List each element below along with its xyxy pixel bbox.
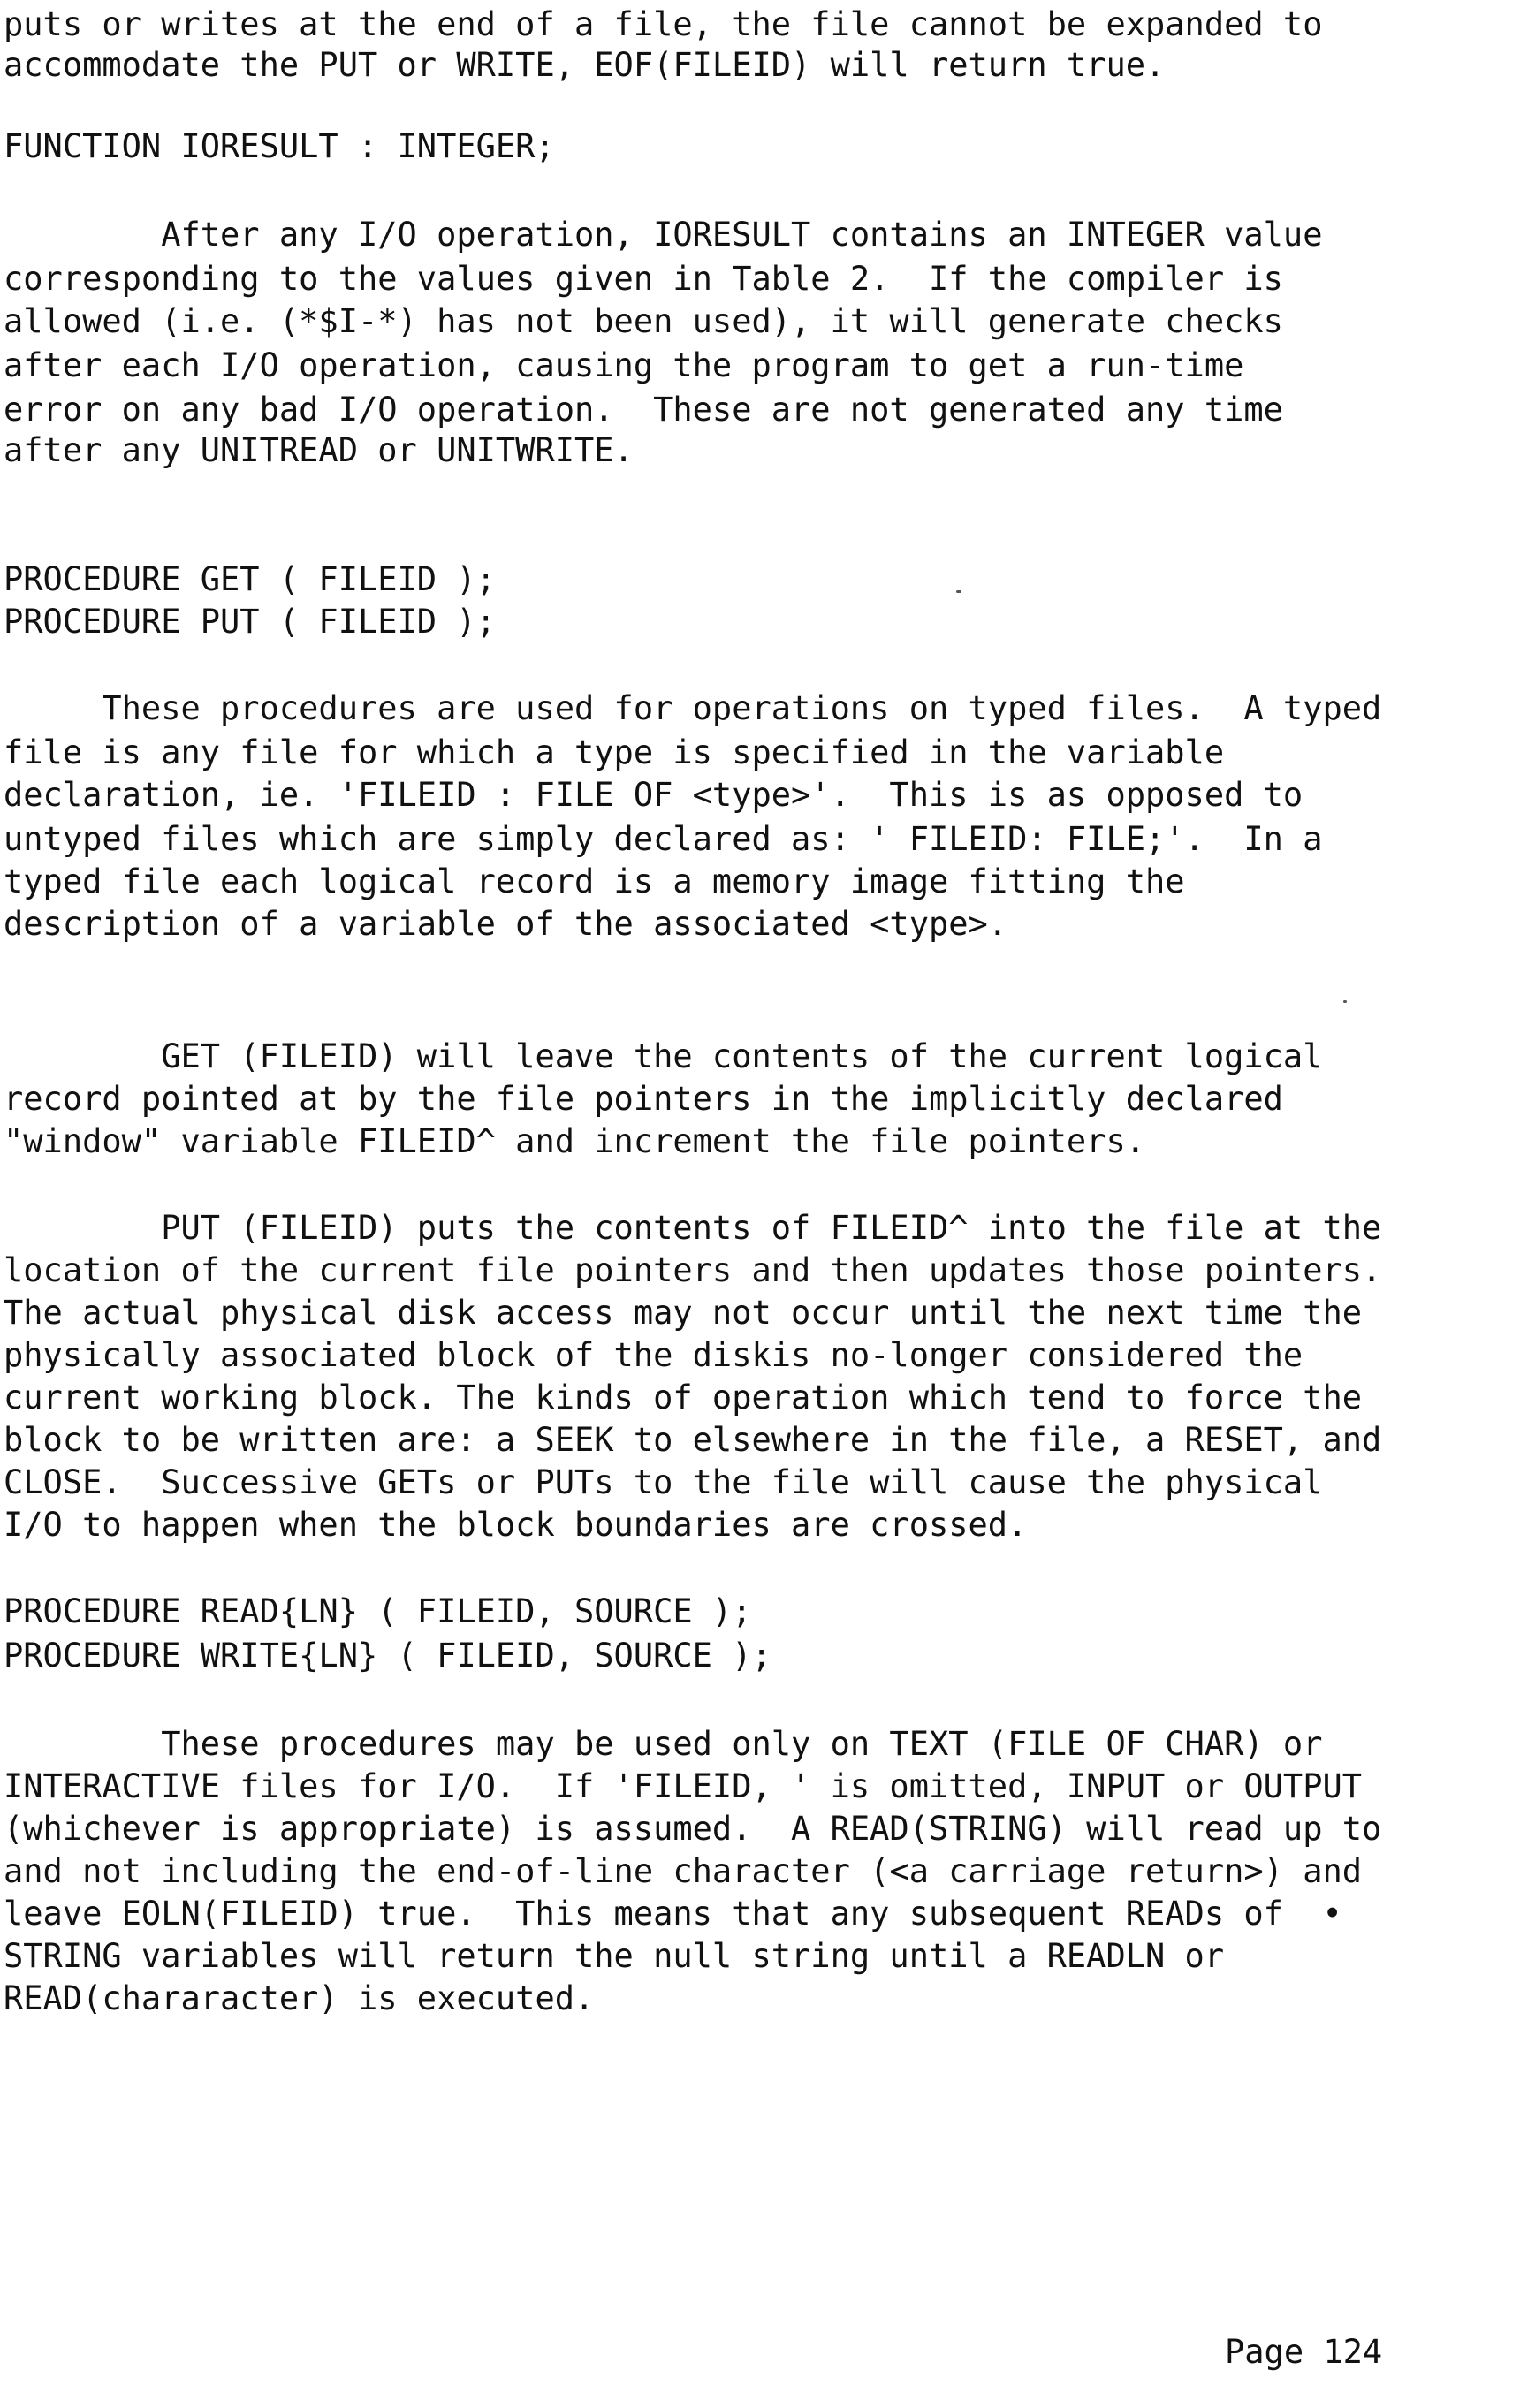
text-line: leave EOLN(FILEID) true. This means that any subsequent READs of • (4, 1895, 1342, 1933)
text-line: INTERACTIVE files for I/O. If 'FILEID, ' is omitted, INPUT or OUTPUT (4, 1767, 1363, 1805)
text-line: GET (FILEID) will leave the contents of the current logical (4, 1037, 1323, 1075)
text-line: PUT (FILEID) puts the contents of FILEID^ into the file at the (4, 1209, 1382, 1247)
text-line: puts or writes at the end of a file, the file cannot be expanded to (4, 5, 1323, 43)
text-line: The actual physical disk access may not occur until the next time the (4, 1294, 1363, 1332)
text-line: current working block. The kinds of operation which tend to force the (4, 1379, 1363, 1417)
section-heading: PROCEDURE WRITE{LN} ( FILEID, SOURCE ); (4, 1637, 771, 1675)
text-line: These procedures are used for operations on typed files. A typed (4, 689, 1382, 727)
text-line: READ(chararacter) is executed. (4, 1979, 595, 2017)
text-line: and not including the end-of-line character (<a carriage return>) and (4, 1852, 1363, 1890)
text-line: file is any file for which a type is specified in the variable (4, 733, 1225, 771)
text-line: CLOSE. Successive GETs or PUTs to the file will cause the physical (4, 1463, 1323, 1501)
section-heading: PROCEDURE PUT ( FILEID ); (4, 603, 496, 641)
text-line: STRING variables will return the null string until a READLN or (4, 1937, 1225, 1975)
text-line: I/O to happen when the block boundaries are crossed. (4, 1506, 1028, 1544)
text-line: accommodate the PUT or WRITE, EOF(FILEID) will return true. (4, 46, 1166, 84)
text-line: "window" variable FILEID^ and increment the file pointers. (4, 1122, 1146, 1160)
text-line: after any UNITREAD or UNITWRITE. (4, 431, 634, 469)
text-line: allowed (i.e. (*$I-*) has not been used), it will generate checks (4, 302, 1283, 340)
text-line: (whichever is appropriate) is assumed. A READ(STRING) will read up to (4, 1810, 1382, 1848)
text-line: untyped files which are simply declared as: ' FILEID: FILE;'. In a (4, 820, 1323, 858)
text-line: location of the current file pointers and then updates those pointers. (4, 1251, 1382, 1289)
text-line: after each I/O operation, causing the program to get a run-time (4, 346, 1244, 384)
text-line: physically associated block of the diskis no-longer considered the (4, 1336, 1303, 1374)
stray-mark (956, 590, 961, 593)
text-line: block to be written are: a SEEK to elsewhere in the file, a RESET, and (4, 1421, 1382, 1459)
section-heading: FUNCTION IORESULT : INTEGER; (4, 127, 555, 165)
section-heading: PROCEDURE GET ( FILEID ); (4, 560, 496, 598)
page-number: Page 124 (1225, 2333, 1383, 2371)
text-line: corresponding to the values given in Table 2. If the compiler is (4, 260, 1283, 298)
text-line: description of a variable of the associated <type>. (4, 905, 1008, 943)
text-line: record pointed at by the file pointers in the implicitly declared (4, 1080, 1283, 1118)
text-line: These procedures may be used only on TEXT (FILE OF CHAR) or (4, 1725, 1323, 1763)
section-heading: PROCEDURE READ{LN} ( FILEID, SOURCE ); (4, 1592, 752, 1630)
text-line: declaration, ie. 'FILEID : FILE OF <type>'. This is as opposed to (4, 776, 1303, 814)
stray-mark (1343, 1000, 1347, 1003)
text-line: After any I/O operation, IORESULT contains an INTEGER value (4, 216, 1323, 254)
text-line: typed file each logical record is a memory image fitting the (4, 862, 1185, 900)
text-line: error on any bad I/O operation. These are not generated any time (4, 391, 1283, 429)
